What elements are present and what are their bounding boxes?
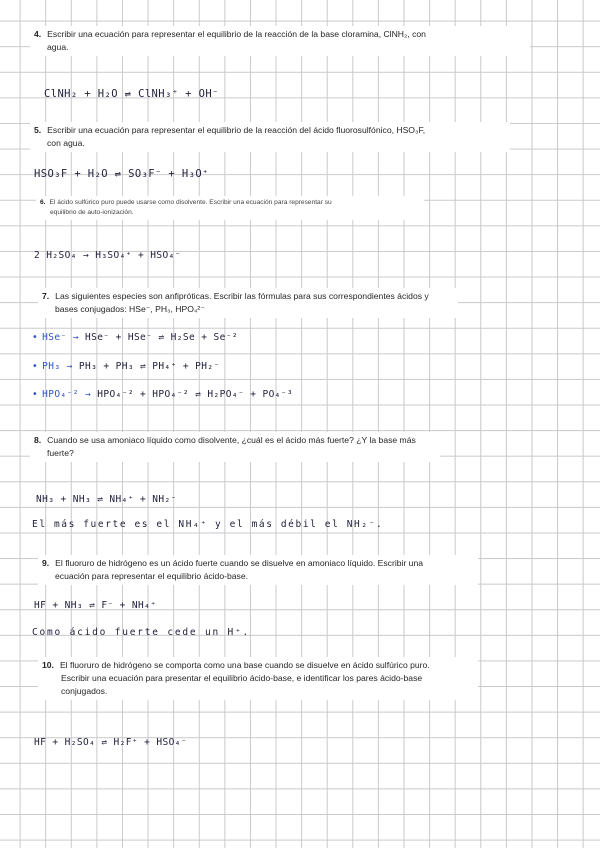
arrow-icon: → [72,332,79,343]
answer-7-equation-2: PH₃ + PH₃ ⇌ PH₄⁺ + PH₂⁻ [78,361,220,372]
question-6 [36,196,424,220]
arrow-icon: → [66,361,73,372]
answer-8-equation: NH₃ + NH₃ ⇌ NH₄⁺ + NH₂⁻ [36,494,177,505]
question-10 [38,657,478,700]
answer-7-line-1 [32,332,238,343]
bullet-icon: • [32,332,39,343]
answer-9-note: Como ácido fuerte cede un H⁺. [32,627,251,638]
question-4-text-line2: agua. [47,42,69,52]
question-5 [30,122,510,152]
answer-7-lead-3: HPO₄⁻² [42,389,79,400]
question-5-text-line2: con agua. [47,138,85,148]
question-7-text-line2: bases conjugados: HSe⁻, PH₃, HPO₄²⁻ [55,304,205,314]
question-6-number: 6. [40,199,46,206]
answer-5-equation: HSO₃F + H₂O ⇌ SO₃F⁻ + H₃O⁺ [34,168,209,180]
question-10-number: 10. [42,660,54,670]
answer-7-lead-1: HSe⁻ [42,332,67,343]
answer-8-note: El más fuerte es el NH₄⁺ y el más débil el NH₂⁻. [32,519,384,530]
answer-9-equation: HF + NH₃ ⇌ F⁻ + NH₄⁺ [34,600,157,611]
question-8-number: 8. [34,435,42,445]
bullet-icon: • [32,389,39,400]
question-5-number: 5. [34,125,42,135]
question-9-text-line1: El fluoruro de hidrógeno es un ácido fuerte cuando se disuelve en amoniaco líquido. Escribir una [55,558,424,568]
question-8-text-line1: Cuando se usa amoniaco líquido como disolvente, ¿cuál es el ácido más fuerte? ¿Y la base más [47,435,416,445]
answer-7-line-2 [32,361,220,372]
question-10-text-line3: conjugados. [61,686,108,696]
question-7 [38,288,458,318]
answer-7-line-3 [32,389,293,400]
answer-7-lead-2: PH₃ [42,361,61,372]
answer-6-equation: 2 H₂SO₄ → H₃SO₄⁺ + HSO₄⁻ [34,250,181,261]
answer-7-equation-1: HSe⁻ + HSe⁻ ⇌ H₂Se + Se⁻² [84,332,238,343]
question-6-text-line1: El ácido sulfúrico puro puede usarse como disolvente. Escribir una ecuación para representar su [49,199,332,206]
question-7-text-line1: Las siguientes especies son anfipróticas. Escribir las fórmulas para sus correspondientes ácidos y [55,291,429,301]
answer-4-equation: ClNH₂ + H₂O ⇌ ClNH₃⁺ + OH⁻ [44,88,219,100]
question-4-number: 4. [34,29,42,39]
question-6-text-line2: equilibrio de auto-ionización. [50,209,134,216]
question-8 [30,432,440,462]
question-4-text-line1: Escribir una ecuación para representar el equilibrio de la reacción de la base cloramina, ClNH₂, con [47,29,426,39]
question-10-text-line1: El fluoruro de hidrógeno se comporta como una base cuando se disuelve en ácido sulfúrico puro. [59,660,430,670]
question-7-number: 7. [42,291,50,301]
question-4 [30,26,530,56]
question-10-text-line2: Escribir una ecuación para presentar el equilibrio ácido-base, e identificar los pares ácido-base [61,673,423,683]
answer-7-equation-3: HPO₄⁻² + HPO₄⁻² ⇌ H₂PO₄⁻ + PO₄⁻³ [97,389,294,400]
bullet-icon: • [32,361,39,372]
question-8-text-line2: fuerte? [47,448,74,458]
question-9 [38,555,478,585]
arrow-icon: → [84,389,92,400]
question-9-number: 9. [42,558,50,568]
answer-10-equation: HF + H₂SO₄ ⇌ H₂F⁺ + HSO₄⁻ [34,737,187,748]
question-5-text-line1: Escribir una ecuación para representar el equilibrio de la reacción del ácido fluorosulfónico, HSO₃F, [47,125,426,135]
question-9-text-line2: ecuación para representar el equilibrio ácido-base. [55,571,248,581]
